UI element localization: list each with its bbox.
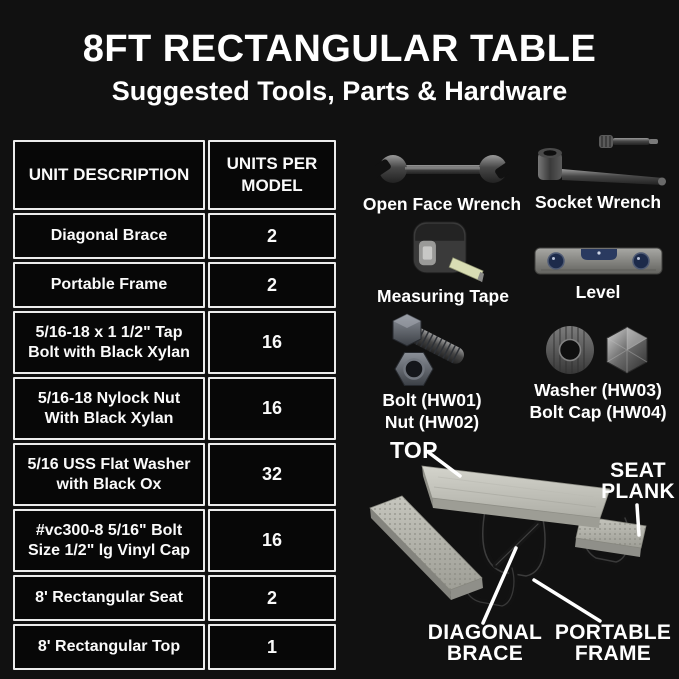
table-row xyxy=(13,213,336,259)
label-diagonal-brace xyxy=(415,622,555,665)
cell-units: 32 xyxy=(208,443,336,506)
cell-description: 8' Rectangular Seat xyxy=(13,575,205,621)
table-top xyxy=(422,466,610,528)
table-row xyxy=(13,509,336,572)
label-portable-line: PORTABLE xyxy=(554,621,672,644)
cell-units: 1 xyxy=(208,624,336,670)
open-face-wrench-icon xyxy=(375,144,510,194)
level-label: Level xyxy=(575,282,621,302)
cell-units: 2 xyxy=(208,575,336,621)
socket-wrench-icon xyxy=(526,130,671,192)
label-plank-line: PLANK xyxy=(601,480,675,504)
cell-description: Portable Frame xyxy=(13,262,205,308)
label-top: TOP xyxy=(390,437,438,463)
label-seat-line: SEAT xyxy=(610,459,666,482)
tool-open-face-wrench xyxy=(358,144,526,216)
bolt-cap-label: Bolt Cap (HW04) xyxy=(529,401,667,422)
tool-socket-wrench xyxy=(524,130,672,214)
table-row xyxy=(13,575,336,621)
tool-washer-boltcap xyxy=(522,322,674,424)
column-header-units: UNITS PER MODEL xyxy=(208,140,336,210)
cell-units: 2 xyxy=(208,262,336,308)
table-row xyxy=(13,311,336,374)
cell-description: 5/16 USS Flat Washer with Black Ox xyxy=(13,443,205,506)
cell-description: 5/16-18 x 1 1/2" Tap Bolt with Black Xylan xyxy=(13,311,205,374)
table-header-row xyxy=(13,140,336,210)
open-face-wrench-label: Open Face Wrench xyxy=(362,194,522,214)
header xyxy=(0,30,679,107)
bolt-nut-icon xyxy=(385,312,480,390)
parts-table xyxy=(10,137,339,673)
portable-frame-pointer-line xyxy=(534,580,600,621)
socket-wrench-label: Socket Wrench xyxy=(534,192,662,212)
washer-label: Washer (HW03) xyxy=(534,380,662,400)
cell-description: #vc300-8 5/16" Bolt Size 1/2" lg Vinyl Cap xyxy=(13,509,205,572)
cell-description: 5/16-18 Nylock Nut With Black Xylan xyxy=(13,377,205,440)
tool-measuring-tape xyxy=(378,220,508,308)
label-portable-frame xyxy=(546,622,679,665)
cell-units: 16 xyxy=(208,509,336,572)
measuring-tape-icon xyxy=(397,220,489,286)
bolt-label: Bolt (HW01) xyxy=(382,390,482,410)
tool-bolt-nut xyxy=(368,312,496,434)
page-title: 8FT RECTANGULAR TABLE xyxy=(82,28,597,70)
cell-units: 16 xyxy=(208,311,336,374)
nut-label: Nut (HW02) xyxy=(384,411,480,432)
label-frame-line: FRAME xyxy=(574,642,652,666)
page-subtitle: Suggested Tools, Parts & Hardware xyxy=(111,75,568,106)
tool-level xyxy=(528,240,668,304)
table-row xyxy=(13,624,336,670)
label-diagonal-line: DIAGONAL xyxy=(427,621,543,644)
table-row xyxy=(13,443,336,506)
measuring-tape-label: Measuring Tape xyxy=(377,286,509,306)
label-brace-line: BRACE xyxy=(446,642,524,666)
label-seat-plank xyxy=(598,460,678,503)
table-row xyxy=(13,377,336,440)
level-icon xyxy=(531,240,666,282)
column-header-description: UNIT DESCRIPTION xyxy=(13,140,205,210)
cell-description: Diagonal Brace xyxy=(13,213,205,259)
seat-plank-pointer-line xyxy=(637,505,639,535)
washer-boltcap-icon xyxy=(541,322,656,380)
cell-units: 16 xyxy=(208,377,336,440)
table-row xyxy=(13,262,336,308)
cell-units: 2 xyxy=(208,213,336,259)
cell-description: 8' Rectangular Top xyxy=(13,624,205,670)
